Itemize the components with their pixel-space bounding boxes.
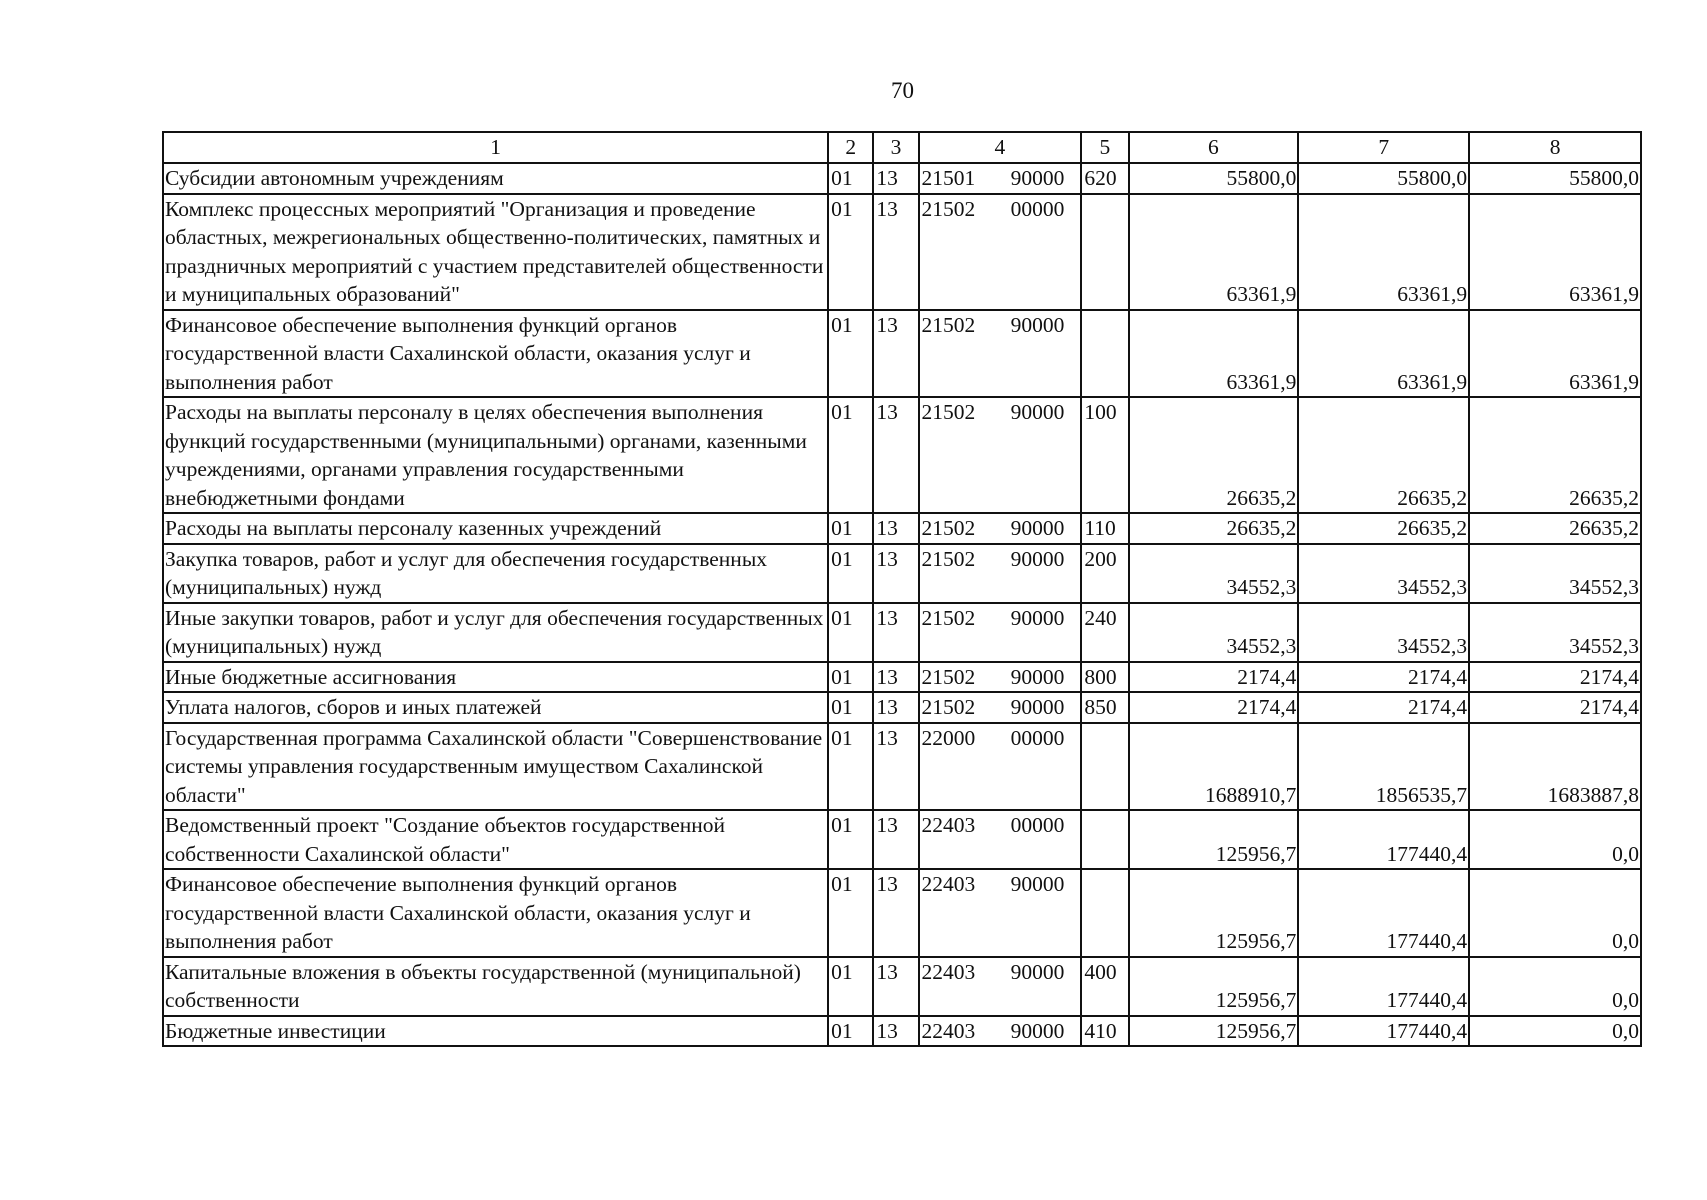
- section-code-cell: 01: [828, 957, 873, 1016]
- target-article-cell: [919, 194, 1082, 310]
- target-article-program-code: 21502: [921, 546, 976, 571]
- target-article-cell: [919, 692, 1082, 723]
- amount-col6-cell: 125956,7: [1129, 957, 1299, 1016]
- expense-type-cell: 850: [1081, 692, 1128, 723]
- amount-col6-cell: 63361,9: [1129, 310, 1299, 398]
- amount-col7-cell: 26635,2: [1298, 397, 1469, 513]
- target-article-direction-code: 90000: [1010, 872, 1065, 896]
- section-code-cell: 01: [828, 723, 873, 811]
- table-row: [163, 397, 1641, 513]
- expense-type-cell: 800: [1081, 662, 1128, 693]
- amount-col8-cell: 0,0: [1469, 869, 1641, 957]
- table-row: [163, 194, 1641, 310]
- table-row: [163, 544, 1641, 603]
- table-row: [163, 603, 1641, 662]
- amount-col7-cell: 177440,4: [1298, 957, 1469, 1016]
- table-row: [163, 163, 1641, 194]
- subsection-code-cell: 13: [873, 723, 918, 811]
- row-name-cell: Субсидии автономным учреждениям: [163, 163, 828, 194]
- table-row: [163, 957, 1641, 1016]
- subsection-code-cell: 13: [873, 544, 918, 603]
- target-article-program-code: 21502: [921, 312, 976, 337]
- section-code-cell: 01: [828, 397, 873, 513]
- amount-col6-cell: 125956,7: [1129, 869, 1299, 957]
- target-article-program-code: 22403: [921, 1018, 976, 1043]
- target-article-program-code: 21502: [921, 695, 976, 719]
- amount-col7-cell: 2174,4: [1298, 662, 1469, 693]
- row-name-cell: Закупка товаров, работ и услуг для обеспечения государственных (муниципальных) нужд: [163, 544, 828, 603]
- subsection-code-cell: 13: [873, 662, 918, 693]
- table-row: [163, 810, 1641, 869]
- row-name-cell: Финансовое обеспечение выполнения функций органов государственной власти Сахалинской области, оказания услуг и выполнения работ: [163, 310, 828, 398]
- amount-col6-cell: 34552,3: [1129, 603, 1299, 662]
- target-article-direction-code: 90000: [1010, 959, 1065, 984]
- target-article-program-code: 21502: [921, 516, 976, 540]
- target-article-direction-code: 90000: [1010, 605, 1065, 630]
- amount-col7-cell: 63361,9: [1298, 310, 1469, 398]
- table-header-row: [163, 132, 1641, 163]
- expense-type-cell: 620: [1081, 163, 1128, 194]
- table-row: [163, 513, 1641, 544]
- expense-type-cell: [1081, 869, 1128, 957]
- row-name-cell: Расходы на выплаты персоналу казенных учреждений: [163, 513, 828, 544]
- section-code-cell: 01: [828, 194, 873, 310]
- header-cell: 2: [828, 132, 873, 163]
- amount-col8-cell: 2174,4: [1469, 662, 1641, 693]
- amount-col7-cell: 177440,4: [1298, 810, 1469, 869]
- target-article-cell: [919, 957, 1082, 1016]
- expense-type-cell: [1081, 723, 1128, 811]
- section-code-cell: 01: [828, 869, 873, 957]
- header-cell: 7: [1298, 132, 1469, 163]
- expense-type-cell: [1081, 810, 1128, 869]
- amount-col7-cell: 34552,3: [1298, 544, 1469, 603]
- target-article-program-code: 21501: [921, 166, 976, 190]
- amount-col6-cell: 125956,7: [1129, 1016, 1299, 1047]
- amount-col6-cell: 26635,2: [1129, 397, 1299, 513]
- header-cell: 3: [873, 132, 918, 163]
- budget-table: [162, 131, 1642, 1047]
- row-name-cell: Ведомственный проект "Создание объектов государственной собственности Сахалинской области": [163, 810, 828, 869]
- amount-col8-cell: 26635,2: [1469, 513, 1641, 544]
- amount-col6-cell: 2174,4: [1129, 692, 1299, 723]
- subsection-code-cell: 13: [873, 1016, 918, 1047]
- target-article-cell: [919, 723, 1082, 811]
- amount-col6-cell: 55800,0: [1129, 163, 1299, 194]
- row-name-cell: Капитальные вложения в объекты государственной (муниципальной) собственности: [163, 957, 828, 1016]
- amount-col8-cell: 26635,2: [1469, 397, 1641, 513]
- row-name-cell: Иные бюджетные ассигнования: [163, 662, 828, 693]
- row-name-cell: Расходы на выплаты персоналу в целях обеспечения выполнения функций государственными (муниципальными) органами, казенными учреждениями, органами управления государственными внебюджетными фондами: [163, 397, 828, 513]
- page-number: 70: [891, 78, 914, 103]
- target-article-direction-code: 90000: [1010, 695, 1065, 719]
- subsection-code-cell: 13: [873, 397, 918, 513]
- target-article-direction-code: 90000: [1010, 166, 1065, 190]
- row-name-cell: Финансовое обеспечение выполнения функций органов государственной власти Сахалинской области, оказания услуг и выполнения работ: [163, 869, 828, 957]
- amount-col7-cell: 2174,4: [1298, 692, 1469, 723]
- header-cell: 4: [919, 132, 1082, 163]
- target-article-cell: [919, 544, 1082, 603]
- header-cell: 8: [1469, 132, 1641, 163]
- expense-type-cell: 110: [1081, 513, 1128, 544]
- amount-col8-cell: 2174,4: [1469, 692, 1641, 723]
- subsection-code-cell: 13: [873, 869, 918, 957]
- amount-col6-cell: 34552,3: [1129, 544, 1299, 603]
- target-article-direction-code: 00000: [1010, 196, 1065, 221]
- subsection-code-cell: 13: [873, 513, 918, 544]
- subsection-code-cell: 13: [873, 194, 918, 310]
- section-code-cell: 01: [828, 662, 873, 693]
- target-article-cell: [919, 513, 1082, 544]
- amount-col8-cell: 0,0: [1469, 810, 1641, 869]
- target-article-direction-code: 90000: [1010, 546, 1065, 571]
- target-article-program-code: 21502: [921, 400, 976, 424]
- amount-col8-cell: 1683887,8: [1469, 723, 1641, 811]
- target-article-direction-code: 00000: [1010, 725, 1065, 750]
- target-article-program-code: 21502: [921, 196, 976, 221]
- amount-col8-cell: 34552,3: [1469, 603, 1641, 662]
- amount-col8-cell: 63361,9: [1469, 310, 1641, 398]
- expense-type-cell: [1081, 194, 1128, 310]
- section-code-cell: 01: [828, 513, 873, 544]
- subsection-code-cell: 13: [873, 603, 918, 662]
- target-article-cell: [919, 1016, 1082, 1047]
- amount-col7-cell: 26635,2: [1298, 513, 1469, 544]
- subsection-code-cell: 13: [873, 810, 918, 869]
- amount-col6-cell: 2174,4: [1129, 662, 1299, 693]
- amount-col8-cell: 55800,0: [1469, 163, 1641, 194]
- table-body: [163, 163, 1641, 1046]
- amount-col6-cell: 63361,9: [1129, 194, 1299, 310]
- expense-type-cell: 240: [1081, 603, 1128, 662]
- target-article-program-code: 22403: [921, 959, 976, 984]
- target-article-cell: [919, 603, 1082, 662]
- target-article-direction-code: 90000: [1010, 400, 1065, 424]
- amount-col7-cell: 177440,4: [1298, 1016, 1469, 1047]
- section-code-cell: 01: [828, 692, 873, 723]
- target-article-direction-code: 90000: [1010, 664, 1065, 689]
- amount-col8-cell: 0,0: [1469, 957, 1641, 1016]
- target-article-cell: [919, 310, 1082, 398]
- expense-type-cell: 400: [1081, 957, 1128, 1016]
- header-cell: 5: [1081, 132, 1128, 163]
- target-article-program-code: 22403: [921, 813, 976, 837]
- row-name-cell: Комплекс процессных мероприятий "Организация и проведение областных, межрегиональных общественно-политических, памятных и праздничных мероприятий с участием представителей общественности и муниципальных образований": [163, 194, 828, 310]
- row-name-cell: Иные закупки товаров, работ и услуг для обеспечения государственных (муниципальных) нужд: [163, 603, 828, 662]
- target-article-direction-code: 90000: [1010, 516, 1065, 540]
- table-row: [163, 692, 1641, 723]
- target-article-cell: [919, 163, 1082, 194]
- expense-type-cell: 100: [1081, 397, 1128, 513]
- row-name-cell: Бюджетные инвестиции: [163, 1016, 828, 1047]
- table-row: [163, 310, 1641, 398]
- section-code-cell: 01: [828, 810, 873, 869]
- target-article-direction-code: 90000: [1010, 312, 1065, 337]
- target-article-program-code: 22403: [921, 872, 976, 896]
- expense-type-cell: [1081, 310, 1128, 398]
- amount-col7-cell: 1856535,7: [1298, 723, 1469, 811]
- target-article-program-code: 21502: [921, 605, 976, 630]
- amount-col7-cell: 34552,3: [1298, 603, 1469, 662]
- amount-col6-cell: 26635,2: [1129, 513, 1299, 544]
- amount-col7-cell: 63361,9: [1298, 194, 1469, 310]
- amount-col8-cell: 63361,9: [1469, 194, 1641, 310]
- subsection-code-cell: 13: [873, 163, 918, 194]
- table-row: [163, 723, 1641, 811]
- table-row: [163, 1016, 1641, 1047]
- amount-col6-cell: 125956,7: [1129, 810, 1299, 869]
- target-article-cell: [919, 810, 1082, 869]
- subsection-code-cell: 13: [873, 310, 918, 398]
- amount-col6-cell: 1688910,7: [1129, 723, 1299, 811]
- target-article-cell: [919, 397, 1082, 513]
- row-name-cell: Государственная программа Сахалинской области "Совершенствование системы управления государственным имуществом Сахалинской области": [163, 723, 828, 811]
- header-cell: 1: [163, 132, 828, 163]
- section-code-cell: 01: [828, 1016, 873, 1047]
- section-code-cell: 01: [828, 163, 873, 194]
- table-row: [163, 869, 1641, 957]
- target-article-cell: [919, 662, 1082, 693]
- section-code-cell: 01: [828, 544, 873, 603]
- target-article-direction-code: 00000: [1010, 813, 1065, 837]
- table-row: [163, 662, 1641, 693]
- target-article-program-code: 21502: [921, 664, 976, 689]
- amount-col8-cell: 0,0: [1469, 1016, 1641, 1047]
- row-name-cell: Уплата налогов, сборов и иных платежей: [163, 692, 828, 723]
- expense-type-cell: 200: [1081, 544, 1128, 603]
- section-code-cell: 01: [828, 310, 873, 398]
- amount-col8-cell: 34552,3: [1469, 544, 1641, 603]
- expense-type-cell: 410: [1081, 1016, 1128, 1047]
- section-code-cell: 01: [828, 603, 873, 662]
- target-article-direction-code: 90000: [1010, 1018, 1065, 1043]
- subsection-code-cell: 13: [873, 692, 918, 723]
- subsection-code-cell: 13: [873, 957, 918, 1016]
- amount-col7-cell: 55800,0: [1298, 163, 1469, 194]
- amount-col7-cell: 177440,4: [1298, 869, 1469, 957]
- target-article-cell: [919, 869, 1082, 957]
- target-article-program-code: 22000: [921, 725, 976, 750]
- header-cell: 6: [1129, 132, 1299, 163]
